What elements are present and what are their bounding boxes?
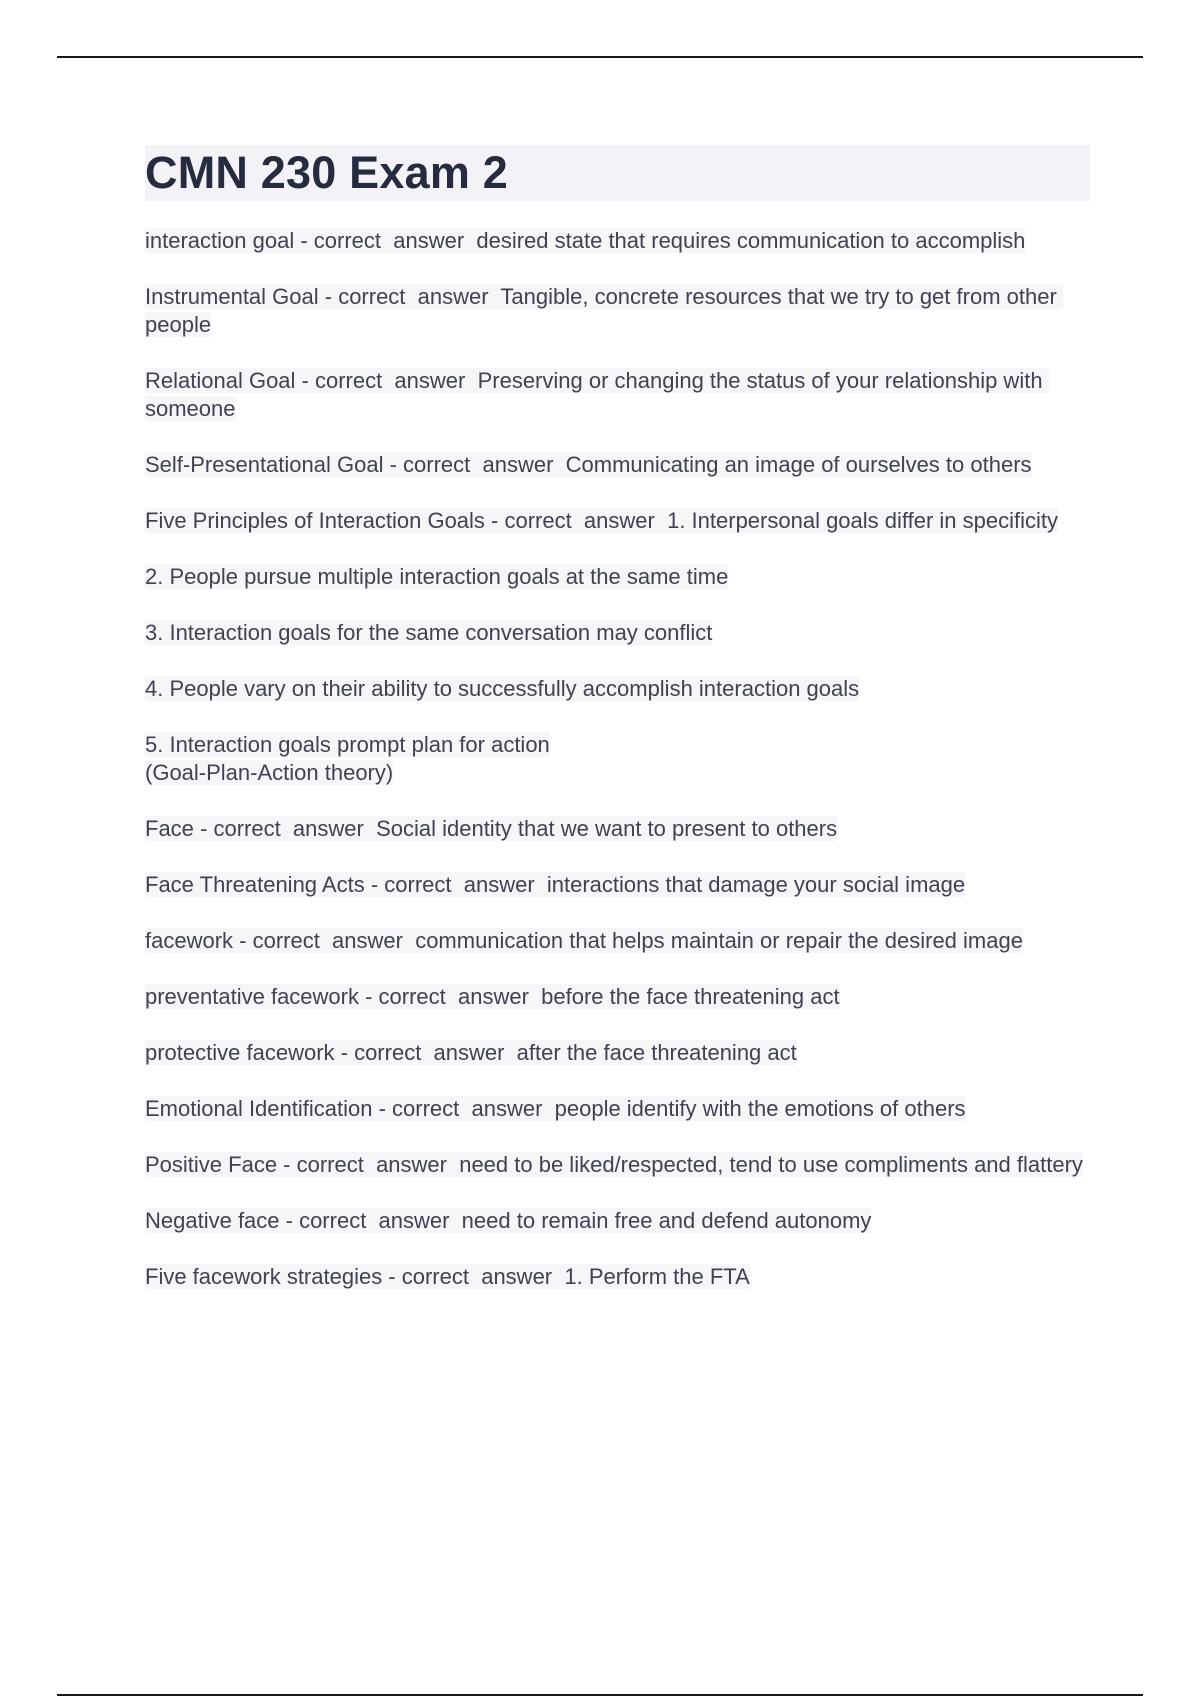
flashcard-entry: 4. People vary on their ability to successfully accomplish interaction goals (145, 676, 860, 701)
flashcard-entry: Five Principles of Interaction Goals - correct answer 1. Interpersonal goals differ in specificity (145, 508, 1058, 533)
flashcard-entry: Emotional Identification - correct answer people identify with the emotions of others (145, 1096, 966, 1121)
top-rule (57, 56, 1143, 58)
flashcard-entry: 5. Interaction goals prompt plan for action (Goal-Plan-Action theory) (145, 732, 550, 785)
flashcard-entry: Negative face - correct answer need to remain free and defend autonomy (145, 1208, 872, 1233)
flashcard-entry: Self-Presentational Goal - correct answer Communicating an image of ourselves to others (145, 452, 1032, 477)
flashcard-entry: interaction goal - correct answer desired state that requires communication to accomplish (145, 228, 1026, 253)
page-title: CMN 230 Exam 2 (145, 147, 508, 198)
flashcard-entry: 3. Interaction goals for the same conversation may conflict (145, 620, 713, 645)
flashcard-entry: Relational Goal - correct answer Preserving or changing the status of your relationship with someone (145, 368, 1049, 421)
flashcard-entry: Face - correct answer Social identity that we want to present to others (145, 816, 838, 841)
flashcard-entry: preventative facework - correct answer before the face threatening act (145, 984, 840, 1009)
flashcard-entry: Instrumental Goal - correct answer Tangible, concrete resources that we try to get from other people (145, 284, 1063, 337)
title-band (145, 145, 1090, 201)
flashcard-entry: Five facework strategies - correct answer 1. Perform the FTA (145, 1264, 750, 1289)
flashcard-entry: protective facework - correct answer after the face threatening act (145, 1040, 797, 1065)
flashcard-entry: facework - correct answer communication that helps maintain or repair the desired image (145, 928, 1023, 953)
bottom-rule (57, 1694, 1143, 1696)
document-body (145, 145, 1090, 1319)
flashcard-entry: Positive Face - correct answer need to be liked/respected, tend to use compliments and flattery (145, 1152, 1083, 1177)
flashcard-entry: Face Threatening Acts - correct answer interactions that damage your social image (145, 872, 966, 897)
flashcard-entry: 2. People pursue multiple interaction goals at the same time (145, 564, 729, 589)
